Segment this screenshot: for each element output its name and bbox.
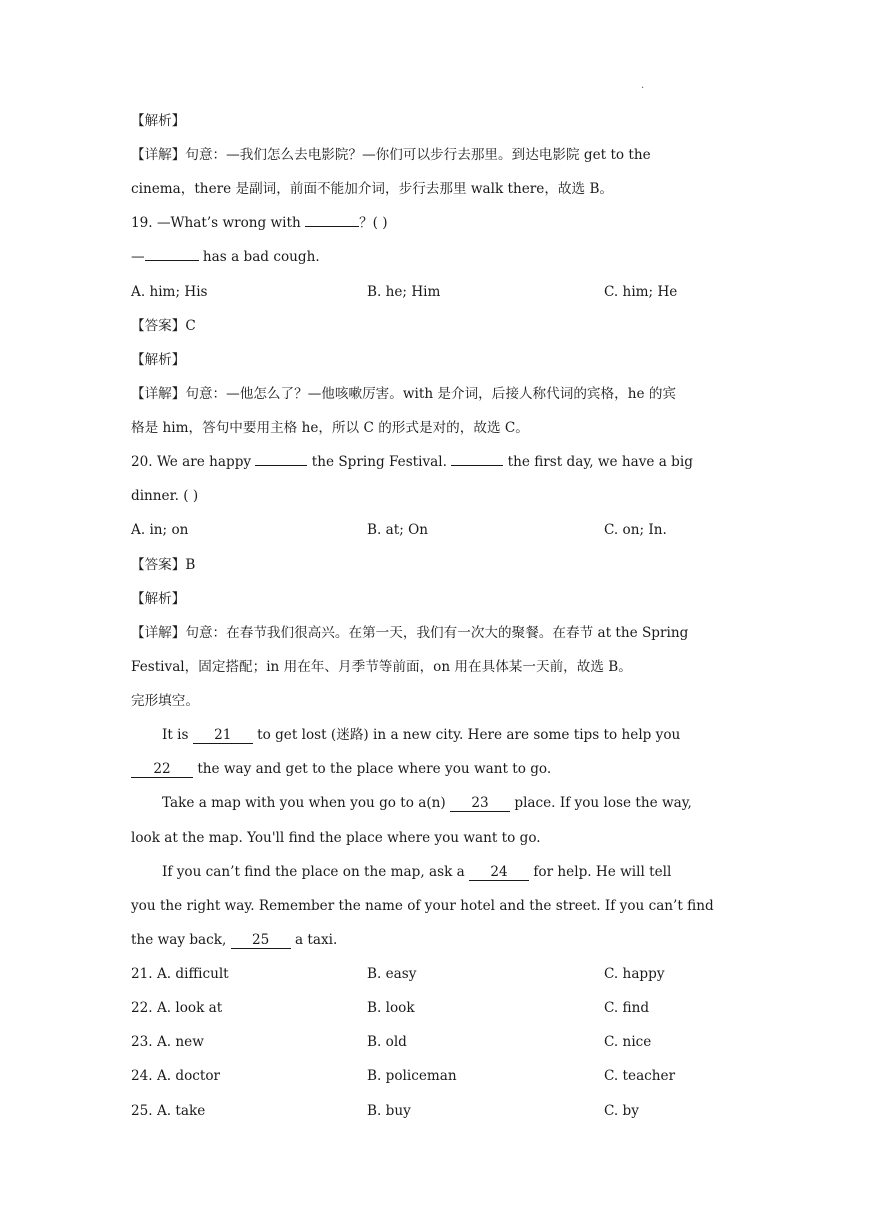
cloze-q21-option-c: C. happy	[604, 966, 665, 982]
q20-answer: 【答案】B	[131, 557, 196, 573]
q20-option-b: B. at; On	[367, 522, 428, 538]
cloze-q23-option-c: C. nice	[604, 1034, 652, 1050]
q19-detail-line-2: 格是 him，答句中要用主格 he，所以 C 的形式是对的，故选 C。	[131, 420, 529, 436]
cloze-p2-text-a: Take a map with you when you go to a(n)	[162, 795, 446, 811]
q19-stem-text-b: ？( )	[359, 215, 388, 231]
cloze-p1-line-1	[162, 725, 680, 745]
q19-dash: —	[131, 249, 145, 265]
q19-option-b: B. he; Him	[367, 284, 441, 300]
q19-blank-2	[145, 247, 199, 261]
cloze-q24-option-c: C. teacher	[604, 1068, 676, 1084]
cloze-q25-option-b: B. buy	[367, 1103, 411, 1119]
cloze-heading: 完形填空。	[131, 693, 199, 709]
q20-stem-line-2: dinner. ( )	[131, 488, 199, 504]
cloze-q22-option-a: 22. A. look at	[131, 1000, 223, 1016]
q18-detail-line-2: cinema，there 是副词，前面不能加介词，步行去那里 walk there，故选 B。	[131, 181, 614, 197]
cloze-blank-24: 24	[469, 864, 529, 881]
q19-stem-line-2	[131, 247, 320, 267]
q20-detail-line-2: Festival，固定搭配；in 用在年、月季节等前面，on 用在具体某一天前，故选 B。	[131, 659, 632, 675]
q19-option-c: C. him; He	[604, 284, 678, 300]
cloze-p3-text-b: for help. He will tell	[533, 864, 672, 880]
cloze-q24-option-b: B. policeman	[367, 1068, 457, 1084]
q19-stem-text-c: has a bad cough.	[202, 249, 320, 265]
q19-analysis-label: 【解析】	[131, 352, 186, 368]
cloze-q23-option-b: B. old	[367, 1034, 407, 1050]
q19-detail-line-1: 【详解】句意：—他怎么了？—他咳嗽厉害。with 是介词，后接人称代词的宾格，he 的宾	[131, 386, 677, 402]
cloze-blank-21: 21	[193, 727, 253, 744]
q20-blank-1	[255, 452, 307, 466]
cloze-q25-option-a: 25. A. take	[131, 1103, 206, 1119]
cloze-p2-line-2: look at the map. You'll find the place where you want to go.	[131, 830, 541, 846]
q20-blank-2	[451, 452, 503, 466]
cloze-p1-text-b: to get lost (迷路) in a new city. Here are some tips to help you	[257, 727, 681, 743]
q20-option-c: C. on; In.	[604, 522, 667, 538]
q20-stem-text-b: the Spring Festival.	[311, 454, 447, 470]
cloze-p1-text-a: It is	[162, 727, 189, 743]
q19-answer: 【答案】C	[131, 318, 196, 334]
cloze-p3-line-2: you the right way. Remember the name of your hotel and the street. If you can’t find	[131, 898, 714, 914]
q20-stem-line-1	[131, 452, 693, 472]
q20-stem-text-a: 20. We are happy	[131, 454, 252, 470]
q19-option-a: A. him; His	[131, 284, 208, 300]
q18-detail-line-1: 【详解】句意：—我们怎么去电影院？—你们可以步行去那里。到达电影院 get to the	[131, 147, 651, 163]
cloze-p3-text-c: the way back,	[131, 932, 227, 948]
cloze-p3-text-a: If you can’t find the place on the map, ask a	[162, 864, 465, 880]
cloze-q25-option-c: C. by	[604, 1103, 639, 1119]
cloze-p3-line-3	[131, 930, 337, 950]
q19-stem-line-1	[131, 213, 388, 233]
cloze-p2-text-b: place. If you lose the way,	[514, 795, 692, 811]
cloze-p3-line-1	[162, 862, 671, 882]
cloze-q22-option-b: B. look	[367, 1000, 415, 1016]
cloze-blank-22: 22	[131, 761, 193, 778]
q20-detail-line-1: 【详解】句意：在春节我们很高兴。在第一天，我们有一次大的聚餐。在春节 at the Spring	[131, 625, 689, 641]
cloze-p3-text-d: a taxi.	[294, 932, 338, 948]
q19-stem-text-a: 19. —What’s wrong with	[131, 215, 301, 231]
header-dot: .	[641, 80, 645, 91]
cloze-p1-text-c: the way and get to the place where you want to go.	[197, 761, 552, 777]
q18-analysis-label: 【解析】	[131, 113, 186, 129]
cloze-q24-option-a: 24. A. doctor	[131, 1068, 221, 1084]
q19-blank-1	[305, 213, 359, 227]
q20-stem-text-c: the first day, we have a big	[507, 454, 693, 470]
cloze-q23-option-a: 23. A. new	[131, 1034, 204, 1050]
cloze-blank-25: 25	[231, 932, 291, 949]
cloze-q21-option-b: B. easy	[367, 966, 417, 982]
cloze-q22-option-c: C. find	[604, 1000, 650, 1016]
q20-option-a: A. in; on	[131, 522, 189, 538]
q20-analysis-label: 【解析】	[131, 591, 186, 607]
cloze-blank-23: 23	[450, 795, 510, 812]
cloze-p1-line-2	[131, 759, 551, 779]
cloze-p2-line-1	[162, 793, 692, 813]
cloze-q21-option-a: 21. A. difficult	[131, 966, 229, 982]
